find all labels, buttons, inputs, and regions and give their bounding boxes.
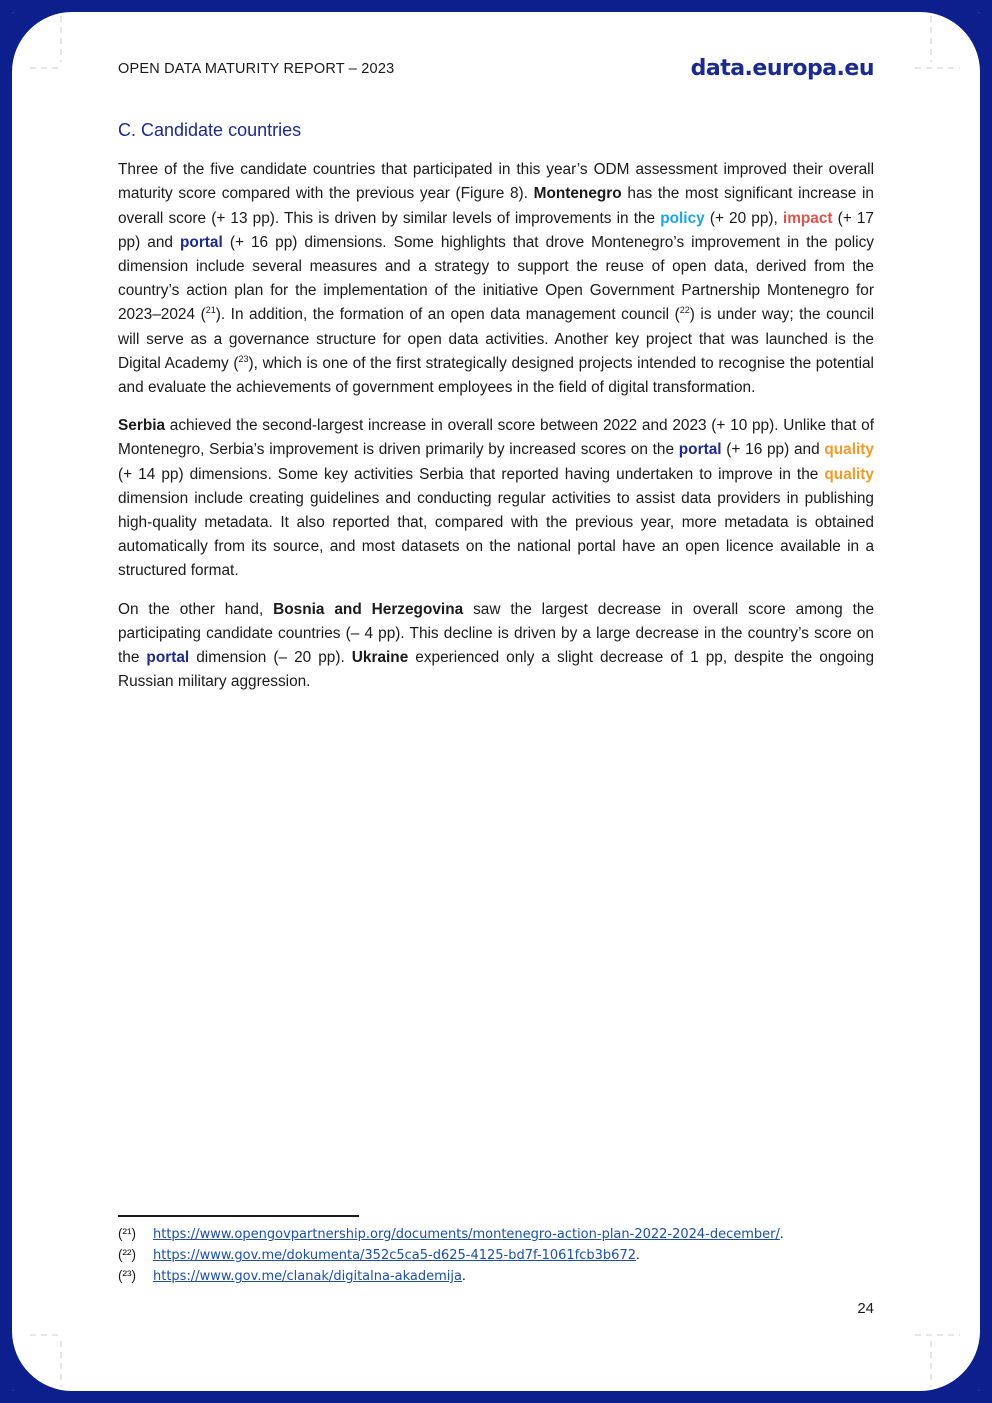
country-montenegro: Montenegro	[533, 185, 622, 203]
text-segment: (+ 20 pp),	[704, 209, 783, 227]
dimension-policy: policy	[660, 209, 705, 227]
text-segment: On the other hand,	[118, 600, 274, 618]
footnotes	[118, 1224, 784, 1287]
dimension-portal: portal	[180, 233, 223, 251]
paragraph-bosnia-ukraine	[118, 598, 874, 695]
footnote-ref-22[interactable]: 22	[679, 305, 690, 316]
footnote-tail: .	[779, 1226, 784, 1241]
dimension-quality: quality	[824, 441, 874, 459]
paragraph-montenegro	[118, 158, 874, 400]
footnote-tail: .	[461, 1268, 466, 1283]
text-segment: ). In addition, the formation of an open data management council (	[215, 306, 680, 324]
corner-ornament-top-left	[12, 12, 82, 82]
dimension-portal: portal	[678, 441, 722, 459]
text-segment: (+ 16 pp) dimensions. Some highlights that drove Montenegro’s improvement in the policy dimension include several measures and a strategy to support the reuse of open data, derived from the country’s action plan for the implementation of the initiative Open Government Partnership Montenegro for 2023–2024 (	[118, 233, 874, 324]
footnote-link[interactable]: https://www.gov.me/dokumenta/352c5ca5-d625-4125-bd7f-1061fcb3b672	[153, 1248, 636, 1263]
text-segment: ) is under way; the council will serve as a governance structure for open data activities. Another key project that was launched is the Digital Academy (	[118, 306, 875, 372]
corner-ornament-bottom-right	[910, 1321, 980, 1391]
footnote-link[interactable]: https://www.opengovpartnership.org/documents/montenegro-action-plan-2022-2024-december/	[153, 1227, 780, 1242]
footnote-23	[118, 1266, 784, 1287]
footnote-divider	[118, 1215, 359, 1217]
dimension-portal: portal	[146, 649, 190, 667]
footnote-link[interactable]: https://www.gov.me/clanak/digitalna-akademija	[153, 1269, 462, 1284]
country-serbia: Serbia	[118, 417, 166, 435]
text-segment: dimension include creating guidelines and conducting regular activities to assist data providers in publishing high-quality metadata. It also reported that, compared with the previous year, more metadata is obtained automatically from its source, and most datasets on the national portal have an open licence available in a structured format.	[118, 489, 874, 580]
footnote-tail: .	[635, 1247, 640, 1262]
dimension-quality: quality	[824, 465, 874, 483]
report-header-title: OPEN DATA MATURITY REPORT – 2023	[118, 61, 395, 77]
page-number: 24	[857, 1300, 874, 1317]
country-ukraine: Ukraine	[351, 649, 409, 667]
section-title: C. Candidate countries	[118, 120, 302, 140]
corner-ornament-bottom-left	[12, 1321, 82, 1391]
footnote-ref-21[interactable]: 21	[205, 305, 216, 316]
dimension-impact: impact	[782, 209, 833, 227]
text-segment: dimension (– 20 pp).	[189, 649, 352, 667]
footnote-number: (²³)	[118, 1268, 136, 1283]
country-bosnia-herzegovina: Bosnia and Herzegovina	[273, 600, 464, 618]
corner-ornament-top-right	[910, 12, 980, 82]
text-segment: Three of the five candidate countries that participated in this year’s ODM assessment improved their overall maturity score compared with the previous year (Figure 8).	[118, 161, 874, 203]
text-segment: (+ 16 pp) and	[721, 441, 825, 459]
footnote-number: (²²)	[118, 1247, 136, 1262]
footnote-21	[118, 1224, 784, 1245]
text-segment: achieved the second-largest increase in overall score between 2022 and 2023 (+ 10 pp). Unlike that of Montenegro, Serbia’s improvement is driven primarily by increased scores on the	[118, 417, 874, 459]
text-segment: experienced only a slight decrease of 1 pp, despite the ongoing Russian military aggression.	[118, 649, 875, 691]
paragraph-serbia	[118, 414, 874, 583]
main-content	[118, 118, 874, 708]
footnote-22	[118, 1245, 784, 1266]
text-segment: saw the largest decrease in overall score among the participating candidate countries (– 4 pp). This decline is driven by a large decrease in the country’s score on the	[118, 600, 875, 667]
footnote-ref-23[interactable]: 23	[238, 353, 249, 364]
footnote-number: (²¹)	[118, 1226, 136, 1241]
text-segment: has the most significant increase in overall score (+ 13 pp). This is driven by similar levels of improvements in the	[118, 185, 874, 227]
text-segment: (+ 17 pp) and	[118, 209, 874, 251]
data-europa-logo[interactable]: data.europa.eu	[690, 56, 874, 81]
text-segment: ), which is one of the first strategically designed projects intended to recognise the potential and evaluate the achievements of government employees in the field of digital transformation.	[118, 354, 874, 397]
text-segment: (+ 14 pp) dimensions. Some key activities Serbia that reported having undertaken to improve in the	[118, 465, 825, 483]
report-page	[12, 12, 980, 1391]
